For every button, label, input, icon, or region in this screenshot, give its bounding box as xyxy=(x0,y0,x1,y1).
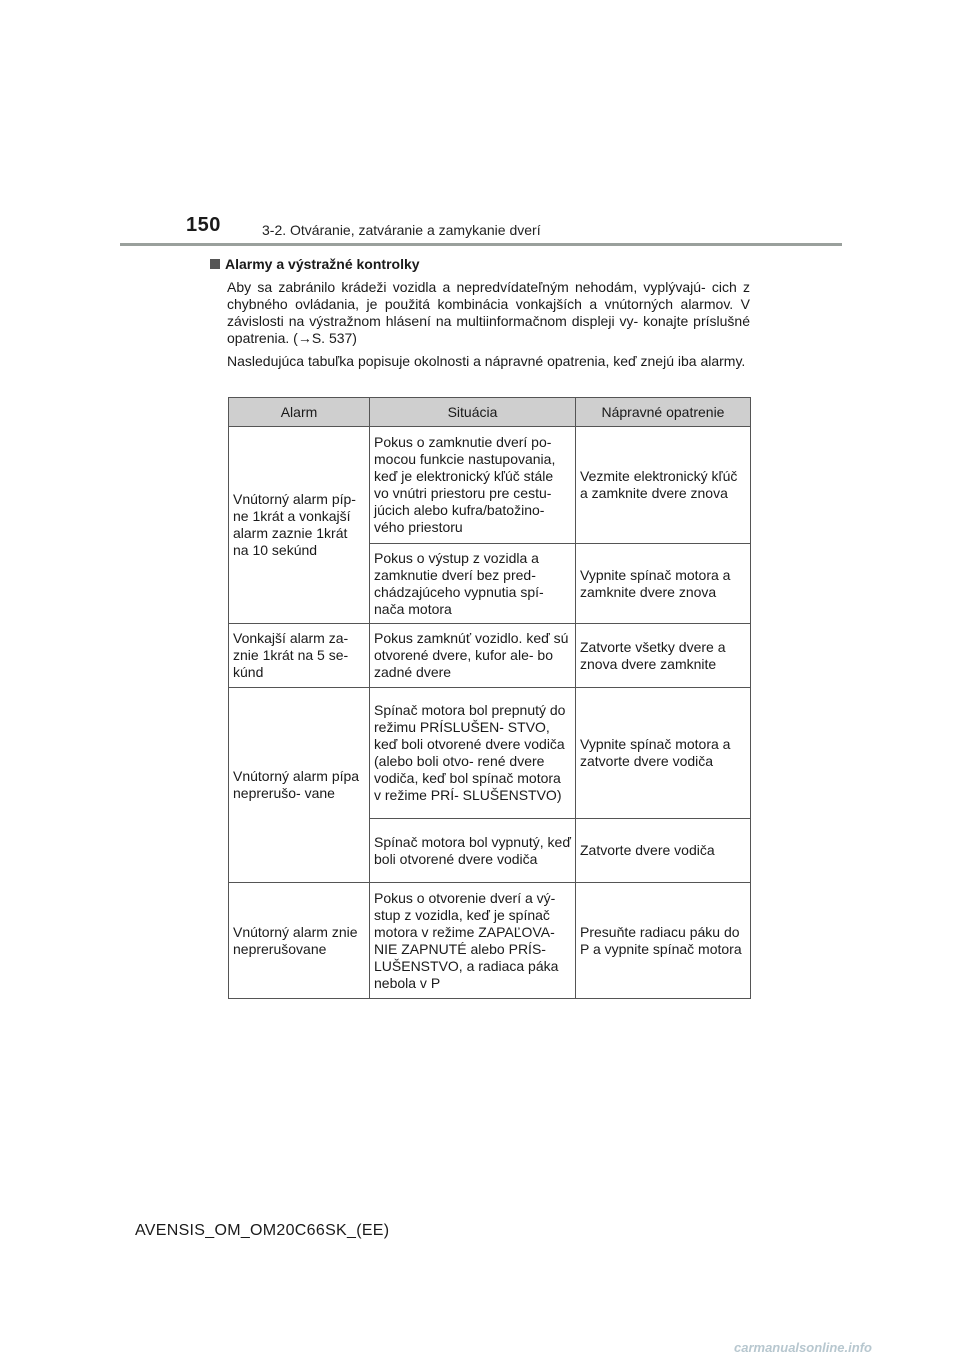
situation-cell: Pokus o otvorenie dverí a vý- stup z vozidla, keď je spínač motora v režime ZAPAĽOVA- NIE ZAPNUTÉ alebo PRÍS- LUŠENSTVO, a radiaca páka nebola v P xyxy=(370,883,576,999)
action-cell: Zatvorte dvere vodiča xyxy=(576,819,751,883)
action-cell: Zatvorte všetky dvere a znova dvere zamknite xyxy=(576,624,751,688)
situation-cell: Spínač motora bol prepnutý do režimu PRÍSLUŠEN- STVO, keď boli otvorené dvere vodiča (alebo boli otvo- rené dvere vodiča, keď bol spínač motora v režime PRÍ- SLUŠENSTVO) xyxy=(370,688,576,819)
column-header-situation: Situácia xyxy=(370,398,576,427)
table-header-row xyxy=(229,398,751,427)
column-header-action: Nápravné opatrenie xyxy=(576,398,751,427)
alarm-cell: Vnútorný alarm pípa neprerušo- vane xyxy=(229,688,370,883)
situation-cell: Pokus o zamknutie dverí po- mocou funkcie nastupovania, keď je elektronický kľúč stále vo vnútri priestoru pre cestu- júcich alebo kufra/batožino- vého priestoru xyxy=(370,427,576,544)
alarm-cell: Vnútorný alarm píp- ne 1krát a vonkajší alarm zaznie 1krát na 10 sekúnd xyxy=(229,427,370,624)
table-row xyxy=(229,688,751,819)
page-number: 150 xyxy=(186,214,221,236)
action-cell: Vypnite spínač motora a zatvorte dvere vodiča xyxy=(576,688,751,819)
intro-paragraph: Aby sa zabránilo krádeži vozidla a nepredvídateľným nehodám, vyplývajú- cich z chybného ovládania, je použitá kombinácia vonkajších a vnútorných alarmov. V závislosti na výstražnom hlásení na multiinformačnom displeji vy- konajte príslušné opatrenia. (→S. 537) xyxy=(227,279,750,346)
table-row xyxy=(229,883,751,999)
document-code: AVENSIS_OM_OM20C66SK_(EE) xyxy=(135,1222,390,1239)
situation-cell: Pokus zamknúť vozidlo. keď sú otvorené dvere, kufor ale- bo zadné dvere xyxy=(370,624,576,688)
header-divider xyxy=(120,243,842,246)
page-header xyxy=(0,0,960,250)
column-header-alarm: Alarm xyxy=(229,398,370,427)
heading-text: Alarmy a výstražné kontrolky xyxy=(225,256,420,272)
action-cell: Vezmite elektronický kľúč a zamknite dvere znova xyxy=(576,427,751,544)
square-bullet-icon xyxy=(210,259,220,269)
table-row xyxy=(229,427,751,544)
situation-cell: Pokus o výstup z vozidla a zamknutie dverí bez pred- chádzajúceho vypnutia spí- nača motora xyxy=(370,544,576,624)
action-cell: Presuňte radiacu páku do P a vypnite spínač motora xyxy=(576,883,751,999)
situation-cell: Spínač motora bol vypnutý, keď boli otvorené dvere vodiča xyxy=(370,819,576,883)
alarm-cell: Vonkajší alarm za- znie 1krát na 5 se- kúnd xyxy=(229,624,370,688)
table-intro-paragraph: Nasledujúca tabuľka popisuje okolnosti a nápravné opatrenia, keď znejú iba alarmy. xyxy=(227,353,746,369)
action-cell: Vypnite spínač motora a zamknite dvere znova xyxy=(576,544,751,624)
site-watermark: carmanualsonline.info xyxy=(734,1340,872,1355)
section-title: 3-2. Otváranie, zatváranie a zamykanie dverí xyxy=(262,222,541,238)
alarm-cell: Vnútorný alarm znie neprerušovane xyxy=(229,883,370,999)
table-row xyxy=(229,624,751,688)
main-content xyxy=(210,255,750,370)
alarm-table xyxy=(228,397,751,999)
section-heading xyxy=(210,255,750,273)
